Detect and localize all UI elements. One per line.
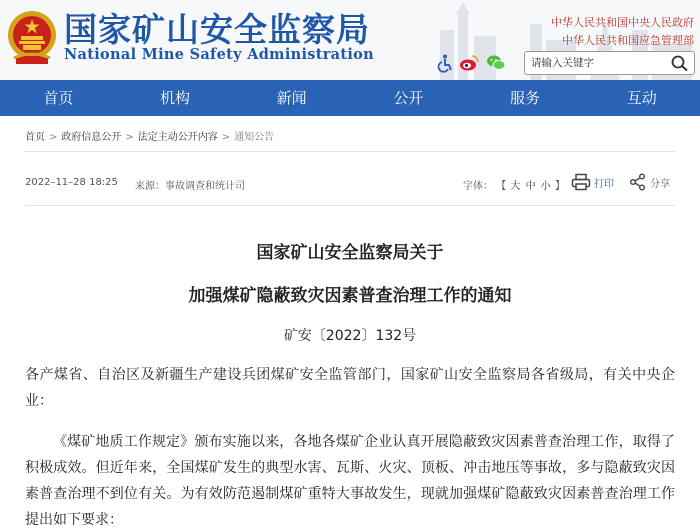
breadcrumb bbox=[25, 128, 274, 143]
nav-item-home[interactable]: 首页 bbox=[43, 89, 74, 107]
share-label: 分享 bbox=[650, 178, 670, 190]
nav-item-services[interactable]: 服务 bbox=[510, 89, 541, 107]
nav-item-news[interactable]: 新闻 bbox=[276, 89, 307, 107]
breadcrumb-current: 通知公告 bbox=[234, 132, 275, 143]
breadcrumb-separator: > bbox=[221, 132, 231, 143]
article-meta bbox=[25, 177, 675, 191]
breadcrumb-separator: > bbox=[125, 132, 134, 143]
print-label: 打印 bbox=[594, 178, 614, 190]
article-source: 来源：事故调查和统计司 bbox=[135, 181, 245, 192]
printer-icon bbox=[571, 173, 591, 191]
divider bbox=[25, 151, 675, 152]
nav-item-interaction[interactable]: 互动 bbox=[626, 89, 657, 107]
search-input[interactable] bbox=[531, 54, 661, 72]
search-icon[interactable] bbox=[670, 54, 690, 72]
nav-item-organization[interactable]: 机构 bbox=[160, 89, 191, 107]
main-nav bbox=[0, 80, 700, 116]
font-size-small[interactable]: 小 bbox=[540, 181, 551, 192]
font-size-control bbox=[463, 177, 565, 192]
search-box bbox=[524, 51, 695, 75]
link-central-government[interactable]: 中华人民共和国中央人民政府 bbox=[551, 16, 694, 29]
article-paragraph: 《煤矿地质工作规定》颁布实施以来，各地各煤矿企业认真开展隐蔽致灾因素普查治理工作，取得了积极成效。但近年来，全国煤矿发生的典型水害、瓦斯、火灾、顶板、冲击地压等事故，多与隐蔽致灾因素普查治理不到位有关。为有效防范遏制煤矿重特大事故发生，现就加强煤矿隐蔽致灾因素普查治理工作提出如下要求： bbox=[25, 434, 675, 528]
nav-item-disclosure[interactable]: 公开 bbox=[393, 89, 424, 107]
breadcrumb-separator: > bbox=[49, 132, 58, 143]
wechat-icon[interactable] bbox=[485, 52, 507, 74]
divider bbox=[25, 205, 675, 206]
breadcrumb-statutory[interactable]: 法定主动公开内容 bbox=[137, 132, 218, 143]
breadcrumb-gov-info[interactable]: 政府信息公开 bbox=[61, 132, 122, 143]
article-title-line2: 加强煤矿隐蔽致灾因素普查治理工作的通知 bbox=[188, 286, 512, 306]
font-size-label: 字体： bbox=[463, 181, 493, 192]
share-icon bbox=[629, 173, 647, 191]
site-header bbox=[0, 0, 700, 80]
article-paragraph: 各产煤省、自治区及新疆生产建设兵团煤矿安全监管部门，国家矿山安全监察局各省级局，有关中央企业： bbox=[25, 367, 675, 409]
site-title-en: National Mine Safety Administration bbox=[64, 46, 375, 63]
share-button[interactable] bbox=[629, 173, 670, 191]
accessibility-icon[interactable] bbox=[434, 52, 456, 74]
link-emergency-ministry[interactable]: 中华人民共和国应急管理部 bbox=[562, 34, 694, 47]
weibo-icon[interactable] bbox=[458, 52, 480, 74]
article-title-line1: 国家矿山安全监察局关于 bbox=[256, 243, 444, 263]
print-button[interactable] bbox=[571, 173, 614, 191]
font-size-large[interactable]: 大 bbox=[510, 181, 521, 192]
document-number: 矿安〔2022〕132号 bbox=[283, 328, 417, 344]
bracket-open: 【 bbox=[496, 181, 507, 192]
site-title-cn: 国家矿山安全监察局 bbox=[64, 10, 370, 49]
font-size-medium[interactable]: 中 bbox=[525, 181, 536, 192]
bracket-close: 】 bbox=[554, 181, 565, 192]
publish-date: 2022–11–28 18:25 bbox=[25, 177, 118, 188]
breadcrumb-home[interactable]: 首页 bbox=[25, 132, 45, 143]
national-emblem-logo bbox=[6, 8, 58, 66]
